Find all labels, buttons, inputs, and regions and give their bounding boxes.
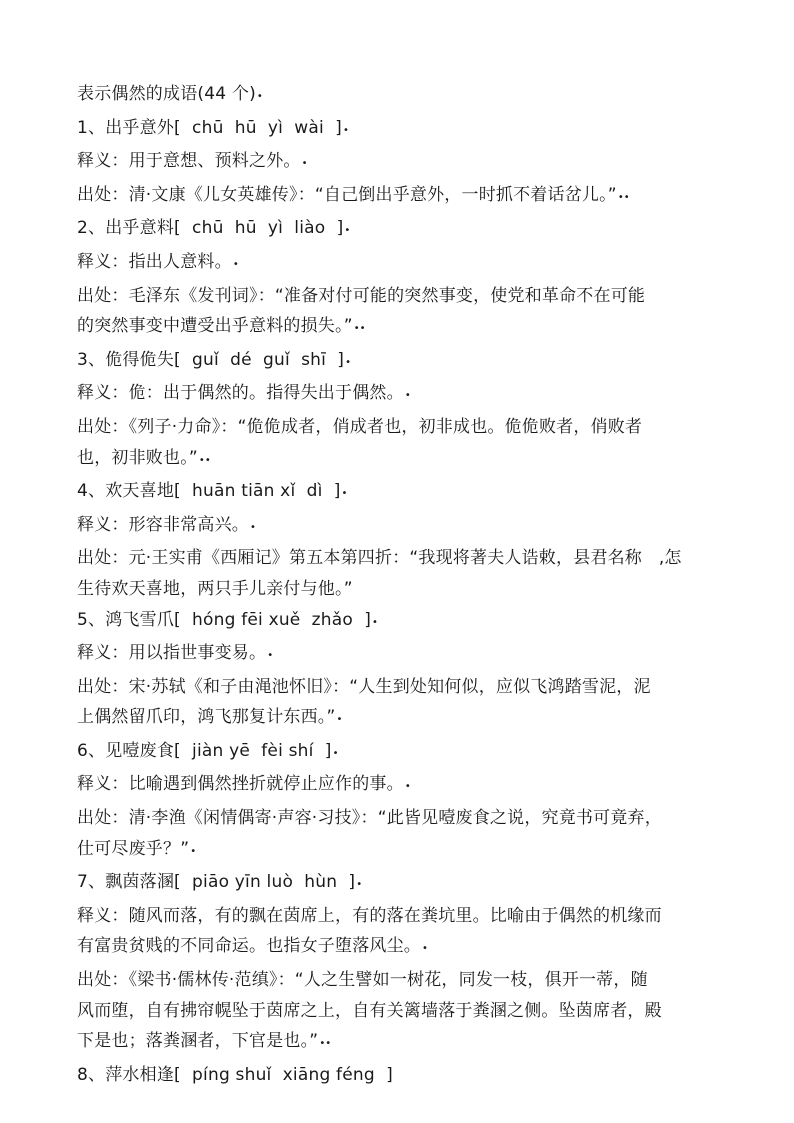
line-text: 下是也；落粪溷者，下官是也。”: [77, 1031, 319, 1052]
text-line: [77, 543, 727, 574]
paragraph-mark: •: [336, 714, 343, 726]
line-text: 表示偶然的成语(44 个): [77, 84, 256, 104]
line-text: 6、见噎废食[ jiàn yē fèi shí ]: [77, 740, 332, 761]
line-text: 7、飘茵落溷[ piāo yīn luò hùn ]: [77, 872, 356, 893]
line-text: 上偶然留爪印，鸿飞那复计东西。”: [77, 707, 336, 728]
paragraph-mark: •: [372, 616, 378, 628]
text-line: [77, 476, 727, 510]
text-line: [77, 605, 727, 639]
text-line: [77, 965, 727, 996]
text-line: [77, 113, 727, 147]
line-text: 3、佹得佹失[ guǐ dé guǐ shī ]: [77, 349, 345, 370]
paragraph-mark: ••: [353, 323, 366, 335]
paragraph-mark: •: [190, 845, 197, 857]
text-line: [77, 510, 727, 544]
line-text: 1、出乎意外[ chū hū yì wài ]: [77, 117, 342, 138]
text-line: [77, 443, 727, 477]
text-line: [77, 247, 727, 281]
paragraph-mark: •: [250, 521, 256, 533]
line-text: 4、欢天喜地[ huān tiān xǐ dì ]: [77, 481, 341, 502]
paragraph-mark: •: [341, 488, 348, 500]
line-text: 出处：毛泽东《发刊词》：“准备对付可能的突然事变，使党和革命不在可能: [77, 285, 646, 306]
paragraph-mark: •: [404, 781, 411, 793]
text-line: [77, 803, 727, 834]
paragraph-mark: •: [343, 124, 349, 136]
paragraph-mark: •: [332, 747, 339, 759]
paragraph-mark: •: [256, 91, 263, 102]
text-line: [77, 702, 727, 736]
text-line: [77, 736, 727, 770]
line-text: 出处：清·李渔《闲情偶寄·声容·习技》：“此皆见噎废食之说，究竟书可竟弃，: [77, 808, 662, 829]
text-line: [77, 901, 727, 932]
text-line: [77, 311, 727, 345]
line-text: 2、出乎意料[ chū hū yì liào ]: [77, 218, 344, 239]
text-line: [77, 345, 727, 379]
text-line: [77, 180, 727, 214]
text-line: [77, 412, 727, 443]
text-line: [77, 281, 727, 312]
text-line: [77, 378, 727, 412]
line-text: 的突然事变中遭受出乎意料的损失。”: [77, 316, 353, 337]
line-text: 出处：元·王实甫《西厢记》第五本第四折：“我现将著夫人诰敕，县君名称 ,怎: [77, 548, 682, 569]
line-text: 仕可尽废乎？”: [77, 838, 190, 859]
line-text: 出处：宋·苏轼《和子由渑池怀旧》：“人生到处知何似，应似飞鸿踏雪泥，泥: [77, 676, 651, 697]
text-line: [77, 1026, 727, 1060]
text-line: [77, 146, 727, 180]
line-text: 释义：用以指世事变易。: [77, 643, 267, 664]
line-text: 释义：随风而落，有的飘在茵席上，有的落在粪坑里。比喻由于偶然的机缘而: [77, 905, 662, 926]
text-line: [77, 1060, 727, 1091]
text-line: [77, 574, 727, 605]
paragraph-mark: ••: [617, 191, 630, 203]
line-text: 有富贵贫贱的不同命运。也指女子堕落风尘。: [77, 936, 421, 957]
line-text: 也，初非败也。”: [77, 447, 198, 468]
line-text: 生待欢天喜地，两只手儿亲付与他。”: [77, 578, 353, 599]
paragraph-mark: •: [267, 650, 274, 662]
paragraph-mark: •: [404, 390, 411, 402]
text-line: [77, 769, 727, 803]
line-text: 风而堕，自有拂帘幌坠于茵席之上，自有关篱墙落于粪溷之侧。坠茵席者，殿: [77, 1000, 662, 1021]
text-line: [77, 638, 727, 672]
line-text: 释义：用于意想、预料之外。: [77, 151, 301, 172]
line-text: 释义：佹：出于偶然的。指得失出于偶然。: [77, 383, 404, 404]
paragraph-mark: •: [301, 158, 308, 170]
text-line: [77, 79, 727, 113]
paragraph-mark: •: [422, 943, 428, 955]
text-line: [77, 834, 727, 868]
text-line: [77, 867, 727, 901]
text-line: [77, 931, 727, 965]
line-text: 出处：清·文康《儿女英雄传》：“自己倒出乎意外，一时抓不着话岔儿。”: [77, 184, 617, 205]
line-text: 5、鸿飞雪爪[ hóng fēi xuě zhǎo ]: [77, 609, 372, 630]
document-body: [77, 79, 727, 1090]
paragraph-mark: •: [232, 258, 239, 270]
line-text: 8、萍水相逢[ píng shuǐ xiāng féng ]: [77, 1064, 393, 1085]
line-text: 释义：比喻遇到偶然挫折就停止应作的事。: [77, 774, 404, 795]
line-text: 出处：《列子·力命》：“佹佹成者，俏成者也，初非成也。佹佹败者，俏败者: [77, 416, 643, 437]
paragraph-mark: •: [345, 356, 352, 368]
paragraph-mark: ••: [198, 454, 211, 466]
paragraph-mark: •: [344, 225, 351, 237]
text-line: [77, 213, 727, 247]
paragraph-mark: ••: [319, 1038, 332, 1050]
text-line: [77, 672, 727, 703]
paragraph-mark: •: [356, 879, 363, 891]
line-text: 释义：指出人意料。: [77, 251, 232, 272]
line-text: 出处：《梁书·儒林传·范缜》：“人之生譬如一树花，同发一枝，俱开一蒂，随: [77, 970, 648, 991]
text-line: [77, 996, 727, 1027]
line-text: 释义：形容非常高兴。: [77, 514, 249, 535]
